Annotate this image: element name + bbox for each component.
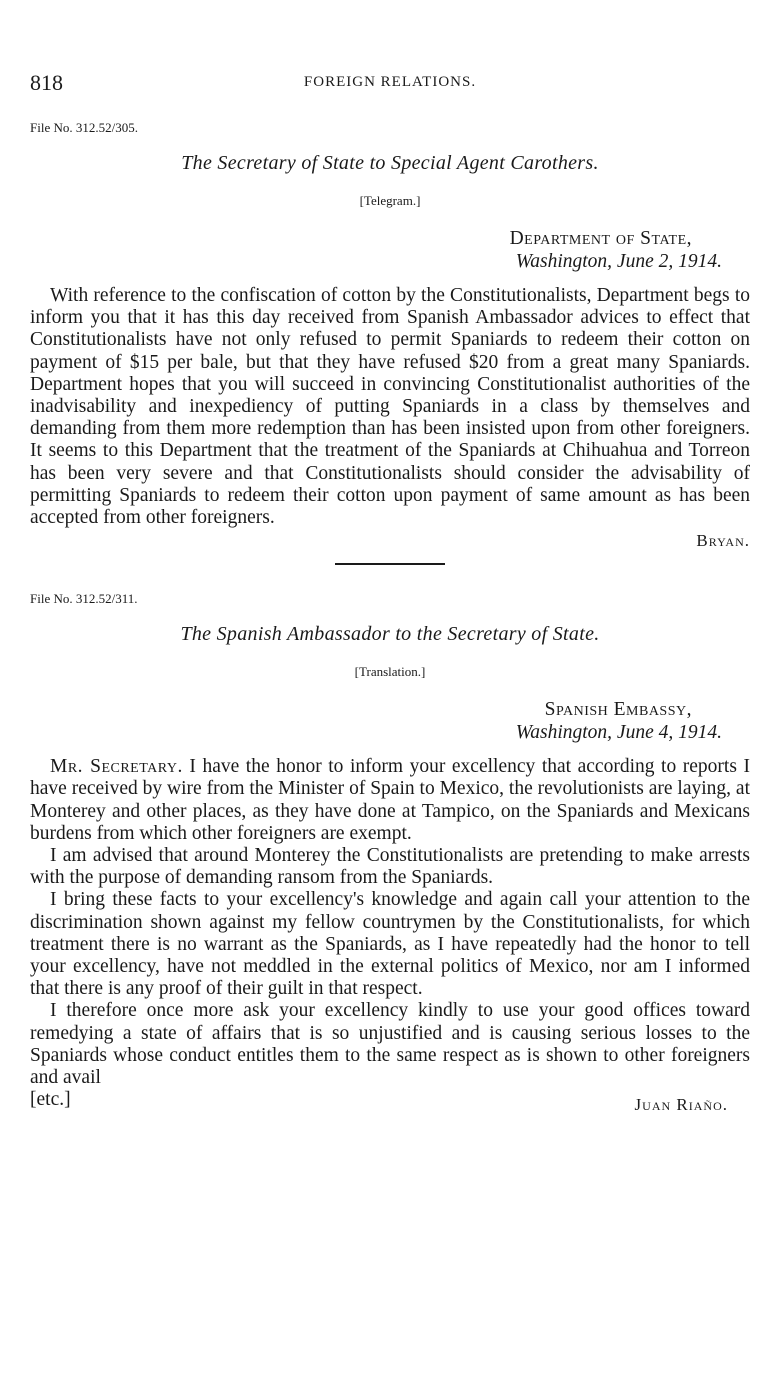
document-kind: [Translation.] (354, 664, 426, 680)
dateline (30, 698, 750, 744)
body-paragraph: With reference to the confiscation of cotton by the Constitutionalists, Department begs to inform you that it has this day received from Spanish Ambassador advices to effect that Constitutionalists have not only refused to permit Spaniards to redeem their cotton on payment of $15 per bale, but that they have refused $20 from a great many Spaniards. Department hopes that you will succeed in convincing Constitutionalist authorities of the inadvisability and inexpediency of putting Spaniards in a class by themselves and demanding from them more redemption than has been insisted upon from other foreigners. It seems to this Department that the treatment of the Spaniards at Chihuahua and Torreon has been very severe and that Constitutionalists should consider the advisability of permitting Spaniards to redeem their cotton upon payment of same amount as has been accepted from other foreigners. (30, 285, 750, 529)
signature: Juan Riaño. (634, 1095, 728, 1115)
file-number: File No. 312.52/311. (30, 591, 138, 607)
document-kind: [Telegram.] (359, 193, 421, 208)
body-paragraph: I therefore once more ask your excellency kindly to use your good offices toward remedying a state of affairs that is so unjustified and is causing serious losses to the Spaniards whose conduct entitles them to the same respect as is shown to other foreigners and avail (30, 1000, 750, 1089)
document-page (30, 70, 750, 1115)
running-head (30, 70, 750, 104)
body-paragraph: I bring these facts to your excellency's knowledge and again call your attention to the discrimination shown against my fellow countrymen by the Constitutionalists, for which treatment there is no warrant as the Spaniards, as I have repeatedly had the honor to tell your excellency, have not meddled in the external politics of Mexico, nor am I informed that there is any proof of their guilt in that respect. (30, 889, 750, 1000)
dateline-date: Washington, June 4, 1914. (515, 722, 722, 744)
dateline-place: Spanish Embassy, (544, 699, 692, 721)
closing-row (30, 1089, 750, 1115)
document-translation (30, 591, 750, 1115)
signature: Bryan. (696, 531, 750, 551)
file-number: File No. 312.52/305. (30, 120, 138, 135)
document-title: The Spanish Ambassador to the Secretary of State. (180, 623, 600, 646)
document-telegram (30, 120, 750, 551)
document-title: The Secretary of State to Special Agent Carothers. (181, 152, 599, 174)
section-divider (335, 563, 445, 565)
closing-etc: [etc.] (30, 1089, 71, 1111)
body-paragraph: I am advised that around Monterey the Constitutionalists are pretending to make arrests with the purpose of demanding ransom from the Spaniards. (30, 845, 750, 889)
paragraph-text: I have the honor to inform your excellency that according to reports I have received by wire from the Minister of Spain to Mexico, the revolutionists are laying, at Monterey and other places, as they have done at Tampico, on the Spaniards and Mexicans burdens from which other foreigners are exempt. (30, 756, 750, 844)
body-paragraph (30, 756, 750, 845)
running-title: FOREIGN RELATIONS. (303, 74, 477, 90)
dateline-place: Department of State, (509, 228, 692, 249)
dateline-date: Washington, June 2, 1914. (515, 251, 722, 272)
page-number: 818 (30, 70, 63, 95)
dateline (30, 227, 750, 273)
salutation: Mr. Secretary. (50, 756, 183, 778)
